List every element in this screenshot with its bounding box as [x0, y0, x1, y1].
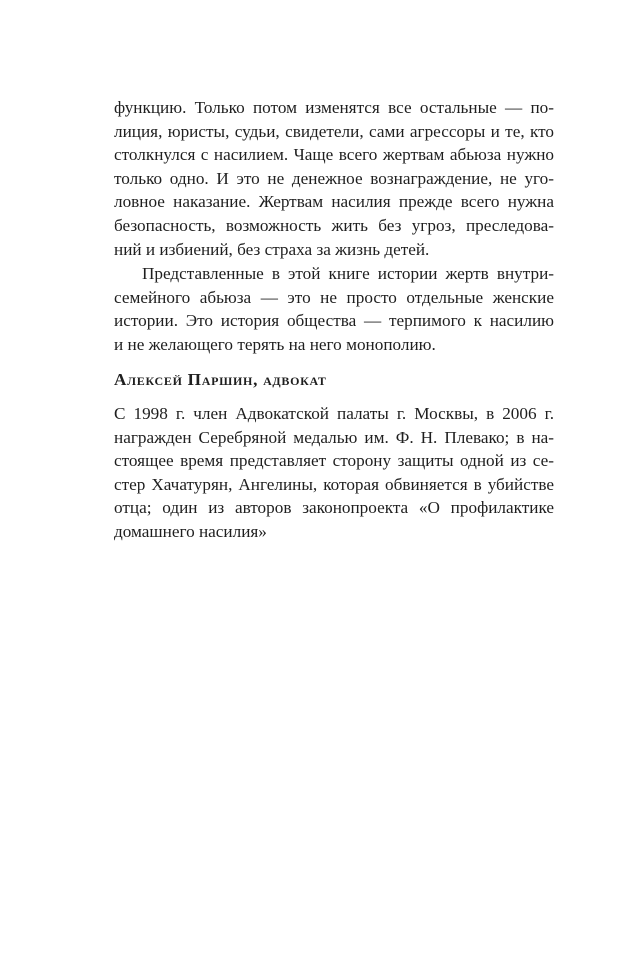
- text-line: истории. Это история общества — терпимого к насилию: [114, 311, 554, 331]
- paragraph-2: [114, 262, 554, 356]
- text-line: и не желающего терять на него монополию.: [114, 334, 436, 354]
- text-line: стоящее время представляет сторону защиты одной из се-: [114, 451, 554, 471]
- text-line: функцию. Только потом изменятся все остальные — по-: [114, 98, 554, 117]
- text-line: безопасность, возможность жить без угроз, преследова-: [114, 215, 554, 235]
- text-line: награжден Серебряной медалью им. Ф. Н. Плевако; в на-: [114, 427, 554, 447]
- text-line: стер Хачатурян, Ангелины, которая обвиняется в убийстве: [114, 474, 554, 494]
- text-line: лиция, юристы, судьи, свидетели, сами агрессоры и те, кто: [114, 121, 554, 141]
- text-line: ний и избиений, без страха за жизнь детей.: [114, 239, 430, 259]
- text-line: столкнулся с насилием. Чаще всего жертвам абьюза нужно: [114, 145, 554, 165]
- text-line: домашнего насилия»: [114, 521, 267, 541]
- text-line: только одно. И это не денежное вознаграждение, не уго-: [114, 168, 554, 188]
- text-line: Представленные в этой книге истории жертв внутри-: [142, 264, 554, 283]
- section-heading: Алексей Паршин, адвокат: [114, 370, 327, 389]
- text-line: отца; один из авторов законопроекта «О профилактике: [114, 498, 554, 518]
- author-bio: [114, 402, 554, 544]
- text-line: ловное наказание. Жертвам насилия прежде всего нужна: [114, 192, 554, 212]
- text-line: С 1998 г. член Адвокатской палаты г. Москвы, в 2006 г.: [114, 404, 554, 423]
- text-line: семейного абьюза — это не просто отдельные женские: [114, 287, 554, 307]
- paragraph-1: [114, 96, 554, 261]
